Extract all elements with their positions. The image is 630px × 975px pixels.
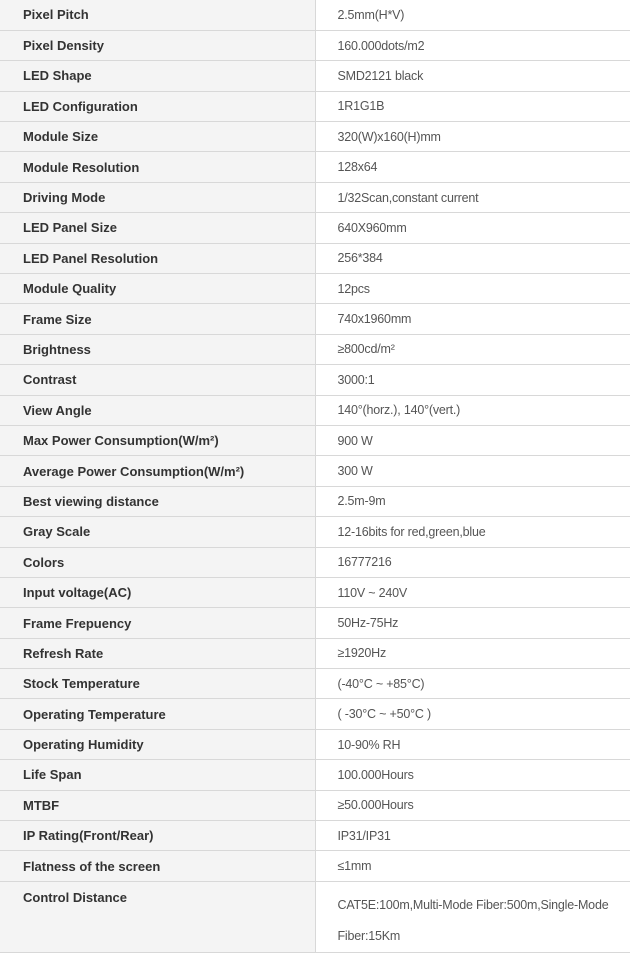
spec-label: LED Panel Resolution — [0, 243, 315, 273]
table-row — [0, 760, 630, 790]
spec-value: 110V ~ 240V — [315, 577, 630, 607]
spec-label: Average Power Consumption(W/m²) — [0, 456, 315, 486]
spec-value: 50Hz-75Hz — [315, 608, 630, 638]
spec-label: Life Span — [0, 760, 315, 790]
spec-label: Module Resolution — [0, 152, 315, 182]
table-row — [0, 152, 630, 182]
spec-label: Gray Scale — [0, 517, 315, 547]
spec-value: SMD2121 black — [315, 61, 630, 91]
table-row — [0, 547, 630, 577]
table-row — [0, 395, 630, 425]
table-row — [0, 486, 630, 516]
spec-value: 300 W — [315, 456, 630, 486]
spec-value: 1R1G1B — [315, 91, 630, 121]
spec-value: (-40°C ~ +85°C) — [315, 669, 630, 699]
spec-label: Control Distance — [0, 881, 315, 952]
spec-value: 900 W — [315, 425, 630, 455]
spec-label: MTBF — [0, 790, 315, 820]
spec-value: CAT5E:100m,Multi-Mode Fiber:500m,Single-Mode Fiber:15Km — [315, 881, 630, 952]
spec-value: 100.000Hours — [315, 760, 630, 790]
table-row — [0, 608, 630, 638]
spec-value: 140°(horz.), 140°(vert.) — [315, 395, 630, 425]
spec-value: ≥50.000Hours — [315, 790, 630, 820]
spec-value: 2.5m-9m — [315, 486, 630, 516]
table-row — [0, 0, 630, 30]
table-row — [0, 729, 630, 759]
table-row — [0, 182, 630, 212]
spec-value: ≥1920Hz — [315, 638, 630, 668]
spec-label: Pixel Density — [0, 30, 315, 60]
table-row — [0, 881, 630, 952]
table-row — [0, 821, 630, 851]
table-row — [0, 577, 630, 607]
table-row — [0, 30, 630, 60]
spec-value: 640X960mm — [315, 213, 630, 243]
spec-label: Frame Size — [0, 304, 315, 334]
spec-label: Pixel Pitch — [0, 0, 315, 30]
table-row — [0, 122, 630, 152]
table-row — [0, 274, 630, 304]
spec-value: 256*384 — [315, 243, 630, 273]
spec-value: 12-16bits for red,green,blue — [315, 517, 630, 547]
table-row — [0, 699, 630, 729]
table-row — [0, 61, 630, 91]
spec-label: Stock Temperature — [0, 669, 315, 699]
spec-value: 1/32Scan,constant current — [315, 182, 630, 212]
spec-value: ≥800cd/m² — [315, 334, 630, 364]
spec-label: Operating Humidity — [0, 729, 315, 759]
spec-value: 128x64 — [315, 152, 630, 182]
table-row — [0, 851, 630, 881]
spec-label: Flatness of the screen — [0, 851, 315, 881]
spec-value: 12pcs — [315, 274, 630, 304]
spec-label: Contrast — [0, 365, 315, 395]
table-row — [0, 517, 630, 547]
spec-label: Refresh Rate — [0, 638, 315, 668]
spec-label: Driving Mode — [0, 182, 315, 212]
spec-label: LED Shape — [0, 61, 315, 91]
table-row — [0, 304, 630, 334]
table-row — [0, 213, 630, 243]
spec-label: Module Quality — [0, 274, 315, 304]
spec-value: 740x1960mm — [315, 304, 630, 334]
spec-label: View Angle — [0, 395, 315, 425]
spec-label: Best viewing distance — [0, 486, 315, 516]
spec-label: Brightness — [0, 334, 315, 364]
spec-label: Input voltage(AC) — [0, 577, 315, 607]
spec-label: Operating Temperature — [0, 699, 315, 729]
spec-value: 160.000dots/m2 — [315, 30, 630, 60]
spec-value: ≤1mm — [315, 851, 630, 881]
table-row — [0, 638, 630, 668]
spec-label: IP Rating(Front/Rear) — [0, 821, 315, 851]
table-row — [0, 243, 630, 273]
spec-value: 2.5mm(H*V) — [315, 0, 630, 30]
spec-value: 10-90% RH — [315, 729, 630, 759]
spec-value: 320(W)x160(H)mm — [315, 122, 630, 152]
table-row — [0, 334, 630, 364]
table-row — [0, 790, 630, 820]
table-row — [0, 365, 630, 395]
spec-label: LED Configuration — [0, 91, 315, 121]
spec-value: 3000:1 — [315, 365, 630, 395]
table-row — [0, 669, 630, 699]
spec-label: LED Panel Size — [0, 213, 315, 243]
spec-value: 16777216 — [315, 547, 630, 577]
spec-label: Max Power Consumption(W/m²) — [0, 425, 315, 455]
spec-value: IP31/IP31 — [315, 821, 630, 851]
table-row — [0, 91, 630, 121]
spec-value: ( -30°C ~ +50°C ) — [315, 699, 630, 729]
spec-label: Colors — [0, 547, 315, 577]
table-row — [0, 425, 630, 455]
table-row — [0, 456, 630, 486]
spec-label: Module Size — [0, 122, 315, 152]
spec-label: Frame Frepuency — [0, 608, 315, 638]
